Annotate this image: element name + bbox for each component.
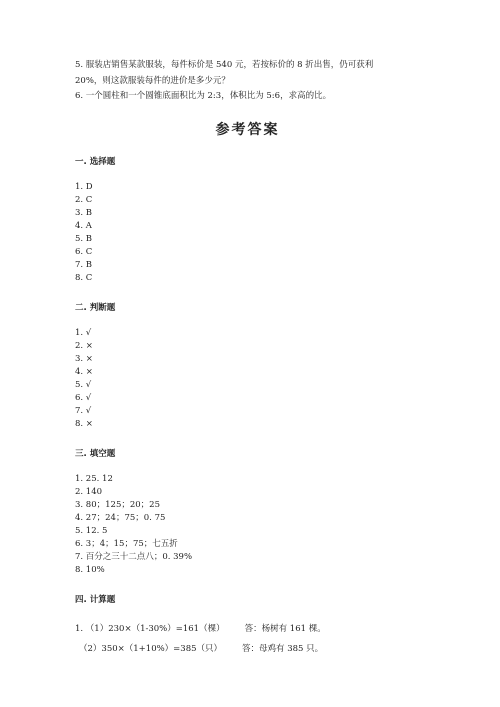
calc-row-2-answer: 答：母鸡有 385 只。 <box>242 643 324 654</box>
list-item: 1. 25. 12 <box>75 473 113 484</box>
list-item: 8. × <box>75 418 93 429</box>
section-heading-judge: 二. 判断题 <box>75 302 116 313</box>
list-item: 4. × <box>75 366 93 377</box>
calc-row-2-expression: （2）350×（1+10%）=385（只） <box>79 643 223 654</box>
list-item: 4. 27；24；75；0. 75 <box>75 512 166 523</box>
calc-row-2 <box>75 639 420 659</box>
list-item: 7. 百分之三十二点八；0. 39% <box>75 551 193 562</box>
judge-answer-list <box>75 327 420 431</box>
list-item: 7. B <box>75 259 93 270</box>
list-item: 2. C <box>75 194 93 205</box>
answers-title: 参考答案 <box>215 121 280 138</box>
question-5-line-1: 5. 服装店销售某款服装，每件标价是 540 元，若按标价的 8 折出售，仍可获利 <box>75 60 374 70</box>
list-item: 1. √ <box>75 327 92 338</box>
list-item: 3. 80；125；20；25 <box>75 499 160 510</box>
section-heading-fill: 三. 填空题 <box>75 448 116 459</box>
calc-row-1 <box>75 619 420 639</box>
calc-row-1-expression: 1. （1）230×（1-30%）=161（棵） <box>75 623 225 634</box>
list-item: 5. √ <box>75 379 92 390</box>
list-item: 6. 3；4；15；75；七五折 <box>75 538 178 549</box>
list-item: 8. 10% <box>75 564 105 575</box>
question-5-line-2: 20%，则这款服装每件的进价是多少元？ <box>75 75 230 86</box>
calc-answers <box>75 619 420 659</box>
section-heading-choice: 一. 选择题 <box>75 156 116 167</box>
list-item: 2. × <box>75 340 93 351</box>
question-5 <box>75 58 420 89</box>
document-content <box>75 58 420 659</box>
list-item: 5. B <box>75 233 93 244</box>
list-item: 6. C <box>75 246 93 257</box>
fill-answer-list <box>75 473 420 577</box>
list-item: 6. √ <box>75 392 92 403</box>
list-item: 1. D <box>75 181 93 192</box>
list-item: 2. 140 <box>75 486 103 497</box>
question-6: 6. 一个圆柱和一个圆锥底面积比为 2:3，体积比为 5:6，求高的比。 <box>75 91 332 101</box>
section-heading-calc: 四. 计算题 <box>75 594 116 605</box>
list-item: 3. B <box>75 207 93 218</box>
calc-row-1-answer: 答：杨树有 161 棵。 <box>244 623 326 634</box>
list-item: 3. × <box>75 353 93 364</box>
list-item: 5. 12. 5 <box>75 525 108 536</box>
choice-answer-list <box>75 181 420 285</box>
list-item: 8. C <box>75 272 93 283</box>
list-item: 4. A <box>75 220 92 231</box>
list-item: 7. √ <box>75 405 92 416</box>
